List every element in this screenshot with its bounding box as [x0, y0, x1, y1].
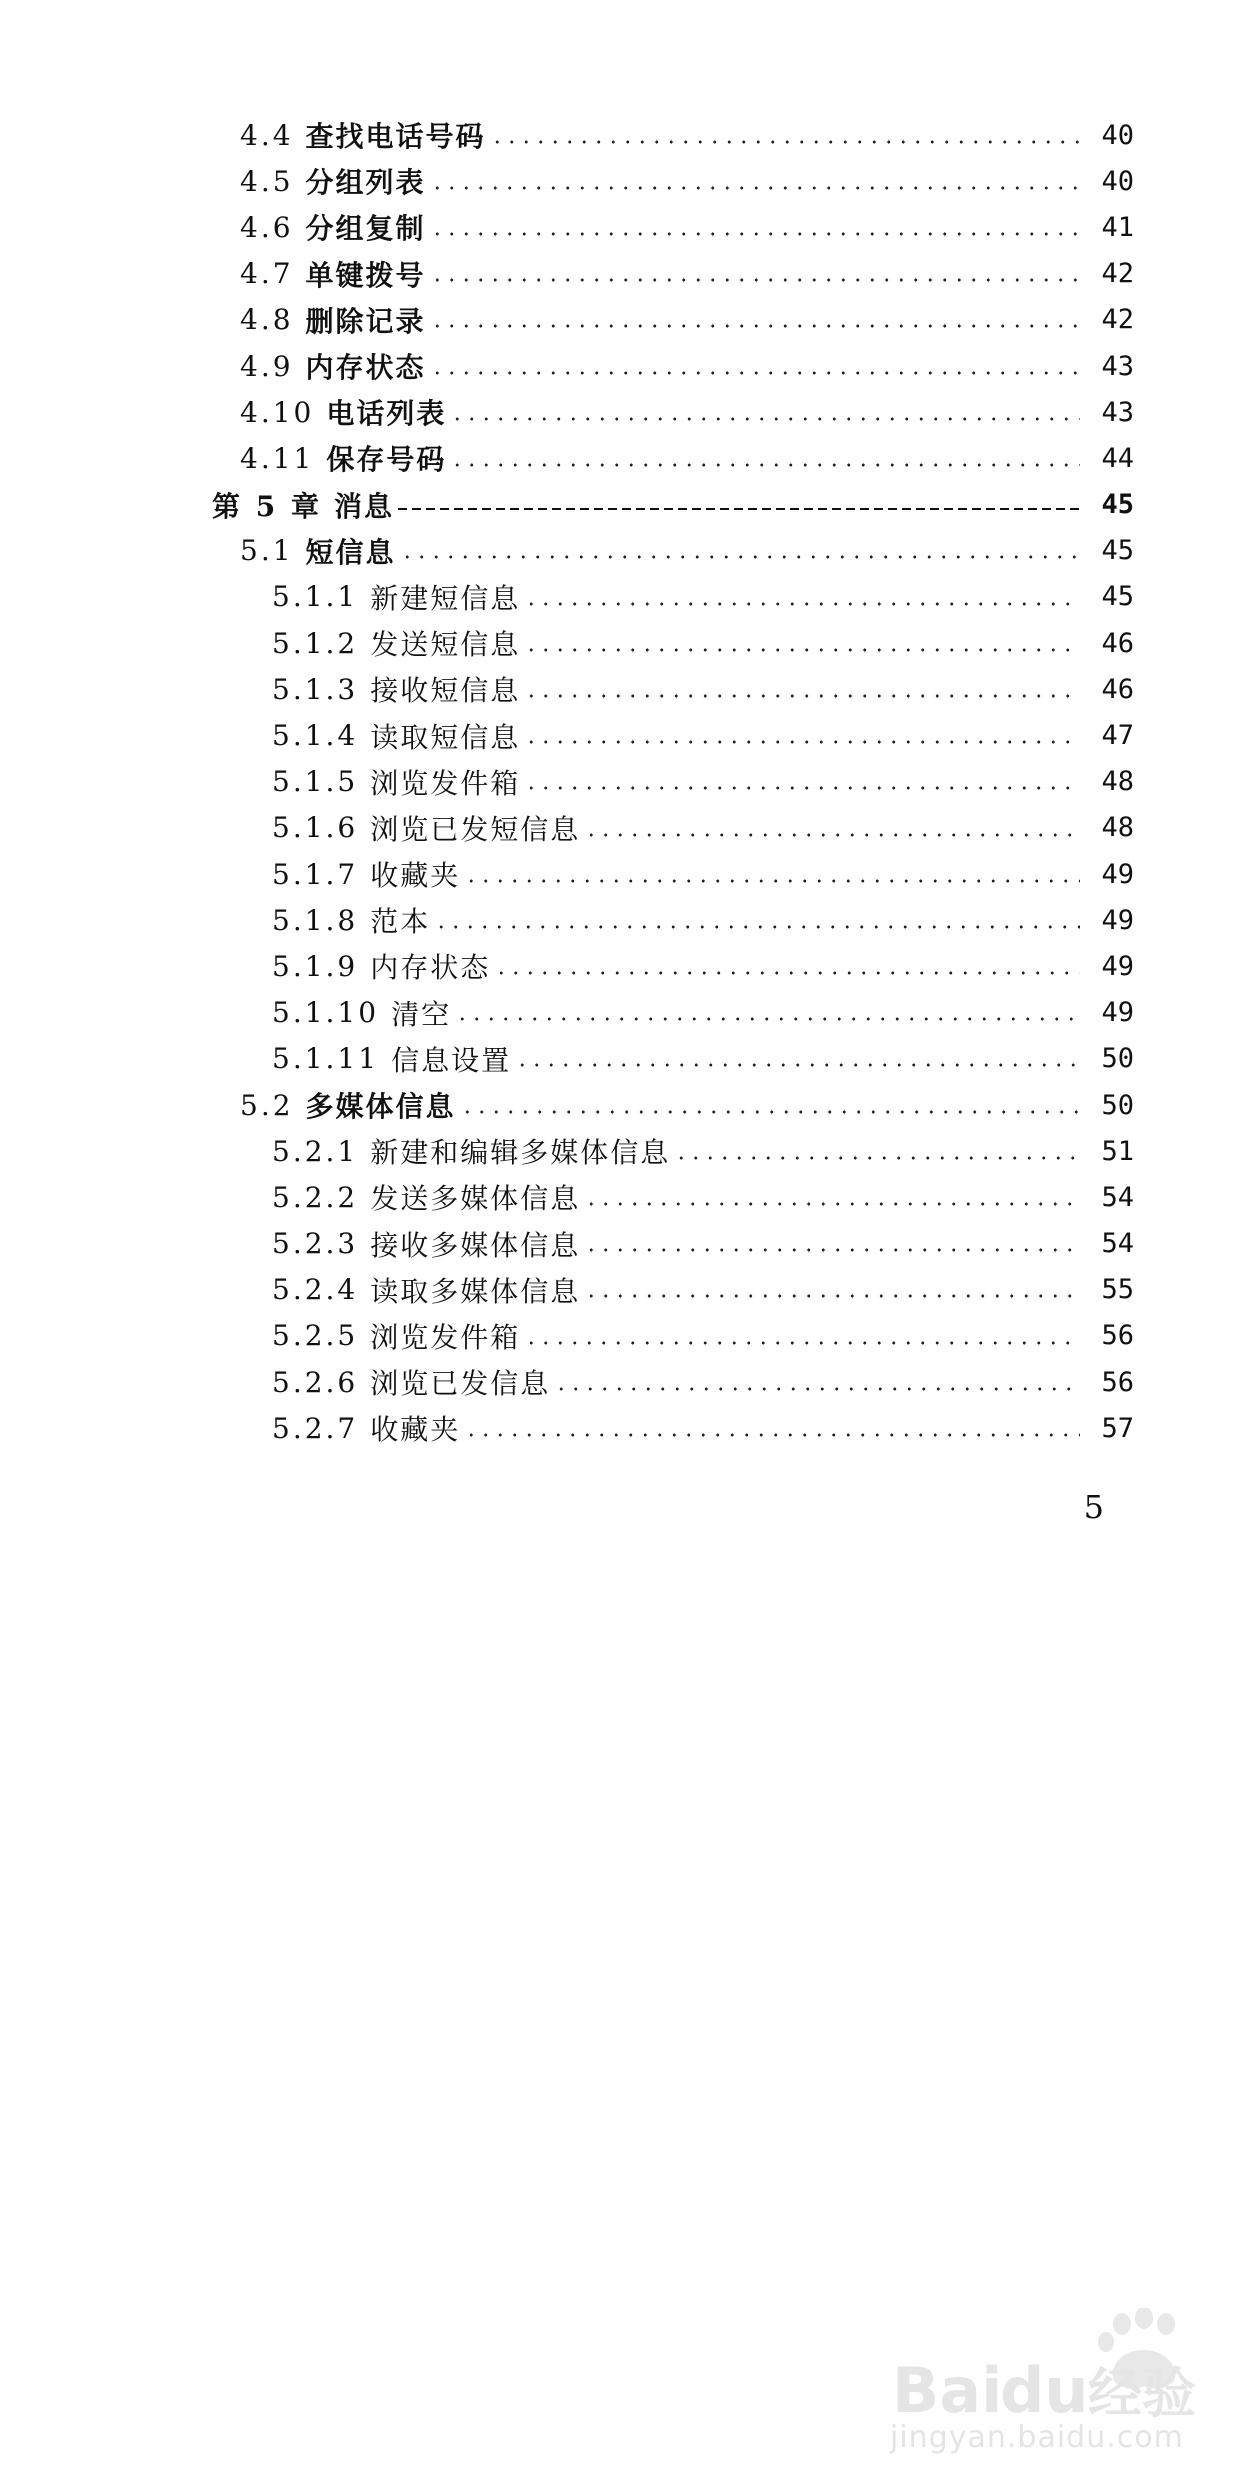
toc-entry-title: 内存状态 [306, 346, 430, 386]
toc-entry-title: 分组复制 [306, 207, 430, 247]
toc-entry-page: 41 [1101, 211, 1134, 243]
toc-entry-number: 5.1.5 [272, 765, 370, 798]
toc-entry-page: 40 [1101, 119, 1134, 151]
toc-entry-page: 48 [1101, 812, 1134, 844]
toc-entry-page: 42 [1101, 304, 1134, 336]
toc-dot-leader [584, 1221, 1080, 1267]
toc-entry-number: 5.2.7 [272, 1412, 370, 1445]
toc-dot-leader [524, 712, 1080, 758]
toc-entry-page: 45 [1101, 489, 1134, 521]
toc-entry-page: 45 [1101, 581, 1134, 613]
toc-entry-title: 新建和编辑多媒体信息 [370, 1131, 674, 1171]
toc-entry-row [0, 435, 1134, 481]
toc-entry-title: 浏览发件箱 [370, 762, 524, 802]
toc-dot-leader [674, 1128, 1080, 1174]
toc-dot-leader [450, 435, 1080, 481]
svg-text:经验: 经验 [1088, 2362, 1196, 2425]
toc-dot-leader [524, 666, 1080, 712]
toc-entry-title: 信息设置 [391, 1039, 515, 1079]
toc-entry-row [0, 712, 1134, 758]
toc-entry-row [0, 343, 1134, 389]
toc-entry-page: 40 [1101, 165, 1134, 197]
toc-entry-number: 5.1 [240, 534, 306, 567]
toc-dot-leader [464, 851, 1080, 897]
toc-list [0, 112, 1134, 1451]
toc-dot-leader [554, 1359, 1080, 1405]
toc-dot-leader [450, 389, 1080, 435]
toc-entry-number: 5.1.2 [272, 627, 370, 660]
toc-entry-page: 46 [1101, 673, 1134, 705]
toc-entry-title: 收藏夹 [370, 1408, 464, 1448]
toc-entry-page: 57 [1101, 1412, 1134, 1444]
toc-entry-row [0, 943, 1134, 989]
toc-entry-title: 电话列表 [326, 392, 450, 432]
toc-entry-row [0, 112, 1134, 158]
toc-entry-title: 分组列表 [306, 161, 430, 201]
baidu-paw-logo [892, 2308, 1222, 2428]
toc-entry-number: 4.5 [240, 165, 306, 198]
toc-entry-row [0, 204, 1134, 250]
toc-entry-row [0, 1267, 1134, 1313]
toc-entry-title: 多媒体信息 [306, 1085, 460, 1125]
toc-entry-title: 新建短信息 [370, 577, 524, 617]
toc-entry-row [0, 805, 1134, 851]
toc-entry-title: 清空 [391, 993, 455, 1033]
toc-entry-title: 发送短信息 [370, 623, 524, 663]
toc-entry-page: 49 [1101, 950, 1134, 982]
toc-entry-number: 5.1.11 [272, 1042, 391, 1075]
toc-entry-row [0, 851, 1134, 897]
toc-dot-leader [400, 528, 1080, 574]
toc-entry-row [0, 528, 1134, 574]
toc-entry-title: 浏览已发信息 [370, 1362, 554, 1402]
toc-entry-title: 删除记录 [306, 300, 430, 340]
toc-entry-title: 接收短信息 [370, 669, 524, 709]
baidu-jingyan-watermark [880, 2290, 1210, 2490]
toc-entry-number: 5.2.6 [272, 1366, 370, 1399]
toc-entry-page: 48 [1101, 766, 1134, 798]
toc-entry-title: 读取短信息 [370, 716, 524, 756]
toc-dot-leader [460, 1082, 1080, 1128]
toc-entry-row [0, 1082, 1134, 1128]
toc-entry-row [0, 1313, 1134, 1359]
toc-entry-number: 4.10 [240, 396, 326, 429]
toc-entry-number: 5.1.9 [272, 950, 370, 983]
toc-dot-leader [515, 1036, 1080, 1082]
toc-entry-page: 49 [1101, 904, 1134, 936]
toc-entry-row [0, 666, 1134, 712]
toc-entry-number: 5.1.7 [272, 858, 370, 891]
toc-dot-leader [584, 1174, 1080, 1220]
toc-entry-number: 5.1.6 [272, 811, 370, 844]
toc-entry-row [0, 251, 1134, 297]
toc-entry-page: 54 [1101, 1228, 1134, 1260]
toc-entry-number: 4.8 [240, 303, 306, 336]
toc-dot-leader [430, 343, 1080, 389]
toc-dot-leader [524, 574, 1080, 620]
toc-entry-number: 5.1.3 [272, 673, 370, 706]
toc-dot-leader [524, 759, 1080, 805]
toc-entry-number: 5.2.1 [272, 1135, 370, 1168]
toc-entry-row [0, 297, 1134, 343]
toc-dot-leader [524, 620, 1080, 666]
toc-entry-number: 5.1.1 [272, 580, 370, 613]
toc-entry-page: 45 [1101, 535, 1134, 567]
toc-entry-page: 56 [1101, 1320, 1134, 1352]
toc-dot-leader [430, 158, 1080, 204]
toc-entry-page: 50 [1101, 1089, 1134, 1121]
toc-dot-leader [398, 482, 1080, 528]
toc-entry-title: 消息 [334, 485, 398, 525]
watermark-url: jingyan.baidu.com [890, 2420, 1184, 2455]
toc-entry-row [0, 1174, 1134, 1220]
toc-entry-title: 接收多媒体信息 [370, 1224, 584, 1264]
toc-entry-number: 5.2.5 [272, 1319, 370, 1352]
toc-dot-leader [524, 1313, 1080, 1359]
toc-entry-number: 4.4 [240, 119, 306, 152]
toc-entry-title: 发送多媒体信息 [370, 1177, 584, 1217]
toc-entry-page: 56 [1101, 1366, 1134, 1398]
toc-entry-number: 5.2.4 [272, 1273, 370, 1306]
toc-entry-page: 50 [1101, 1043, 1134, 1075]
toc-entry-title: 查找电话号码 [306, 115, 490, 155]
toc-dot-leader [464, 1405, 1080, 1451]
toc-dot-leader [490, 112, 1080, 158]
toc-entry-number: 4.6 [240, 211, 306, 244]
toc-dot-leader [584, 805, 1080, 851]
toc-entry-row [0, 897, 1134, 943]
toc-entry-page: 44 [1101, 442, 1134, 474]
toc-entry-number: 第 5 章 [212, 485, 334, 525]
toc-entry-row [0, 1221, 1134, 1267]
toc-entry-row [0, 574, 1134, 620]
svg-text:du: du [1000, 2354, 1089, 2427]
table-of-contents [0, 112, 1244, 1451]
toc-entry-page: 47 [1101, 720, 1134, 752]
toc-dot-leader [430, 204, 1080, 250]
toc-entry-page: 49 [1101, 997, 1134, 1029]
toc-entry-title: 范本 [370, 900, 434, 940]
toc-entry-page: 43 [1101, 350, 1134, 382]
toc-dot-leader [494, 943, 1080, 989]
toc-entry-row [0, 1036, 1134, 1082]
toc-entry-page: 54 [1101, 1181, 1134, 1213]
toc-entry-title: 内存状态 [370, 946, 494, 986]
toc-entry-number: 5.1.8 [272, 904, 370, 937]
toc-entry-row [0, 1359, 1134, 1405]
toc-entry-row [0, 389, 1134, 435]
page-number: 5 [1083, 1488, 1104, 1526]
toc-entry-number: 4.7 [240, 257, 306, 290]
toc-entry-page: 49 [1101, 858, 1134, 890]
toc-entry-row [0, 158, 1134, 204]
toc-dot-leader [430, 297, 1080, 343]
toc-dot-leader [584, 1267, 1080, 1313]
toc-entry-page: 43 [1101, 396, 1134, 428]
toc-dot-leader [434, 897, 1080, 943]
toc-entry-page: 42 [1101, 258, 1134, 290]
toc-entry-title: 收藏夹 [370, 854, 464, 894]
toc-dot-leader [455, 990, 1080, 1036]
toc-entry-page: 46 [1101, 627, 1134, 659]
toc-entry-title: 单键拨号 [306, 254, 430, 294]
toc-entry-title: 浏览发件箱 [370, 1316, 524, 1356]
toc-entry-title: 保存号码 [326, 438, 450, 478]
toc-entry-number: 5.2.3 [272, 1227, 370, 1260]
svg-text:Bai: Bai [892, 2354, 1003, 2427]
toc-entry-row [0, 1128, 1134, 1174]
toc-entry-row [0, 620, 1134, 666]
toc-entry-title: 浏览已发短信息 [370, 808, 584, 848]
toc-dot-leader [430, 251, 1080, 297]
toc-entry-row [0, 990, 1134, 1036]
toc-entry-row [0, 1405, 1134, 1451]
toc-entry-number: 5.1.10 [272, 996, 391, 1029]
toc-entry-number: 5.1.4 [272, 719, 370, 752]
toc-entry-page: 51 [1101, 1135, 1134, 1167]
toc-chapter-row [0, 482, 1134, 528]
toc-entry-number: 5.2.2 [272, 1181, 370, 1214]
toc-entry-number: 5.2 [240, 1089, 306, 1122]
toc-entry-row [0, 759, 1134, 805]
toc-entry-page: 55 [1101, 1274, 1134, 1306]
toc-entry-title: 读取多媒体信息 [370, 1270, 584, 1310]
toc-entry-title: 短信息 [306, 531, 400, 571]
toc-entry-number: 4.9 [240, 350, 306, 383]
toc-entry-number: 4.11 [240, 442, 326, 475]
